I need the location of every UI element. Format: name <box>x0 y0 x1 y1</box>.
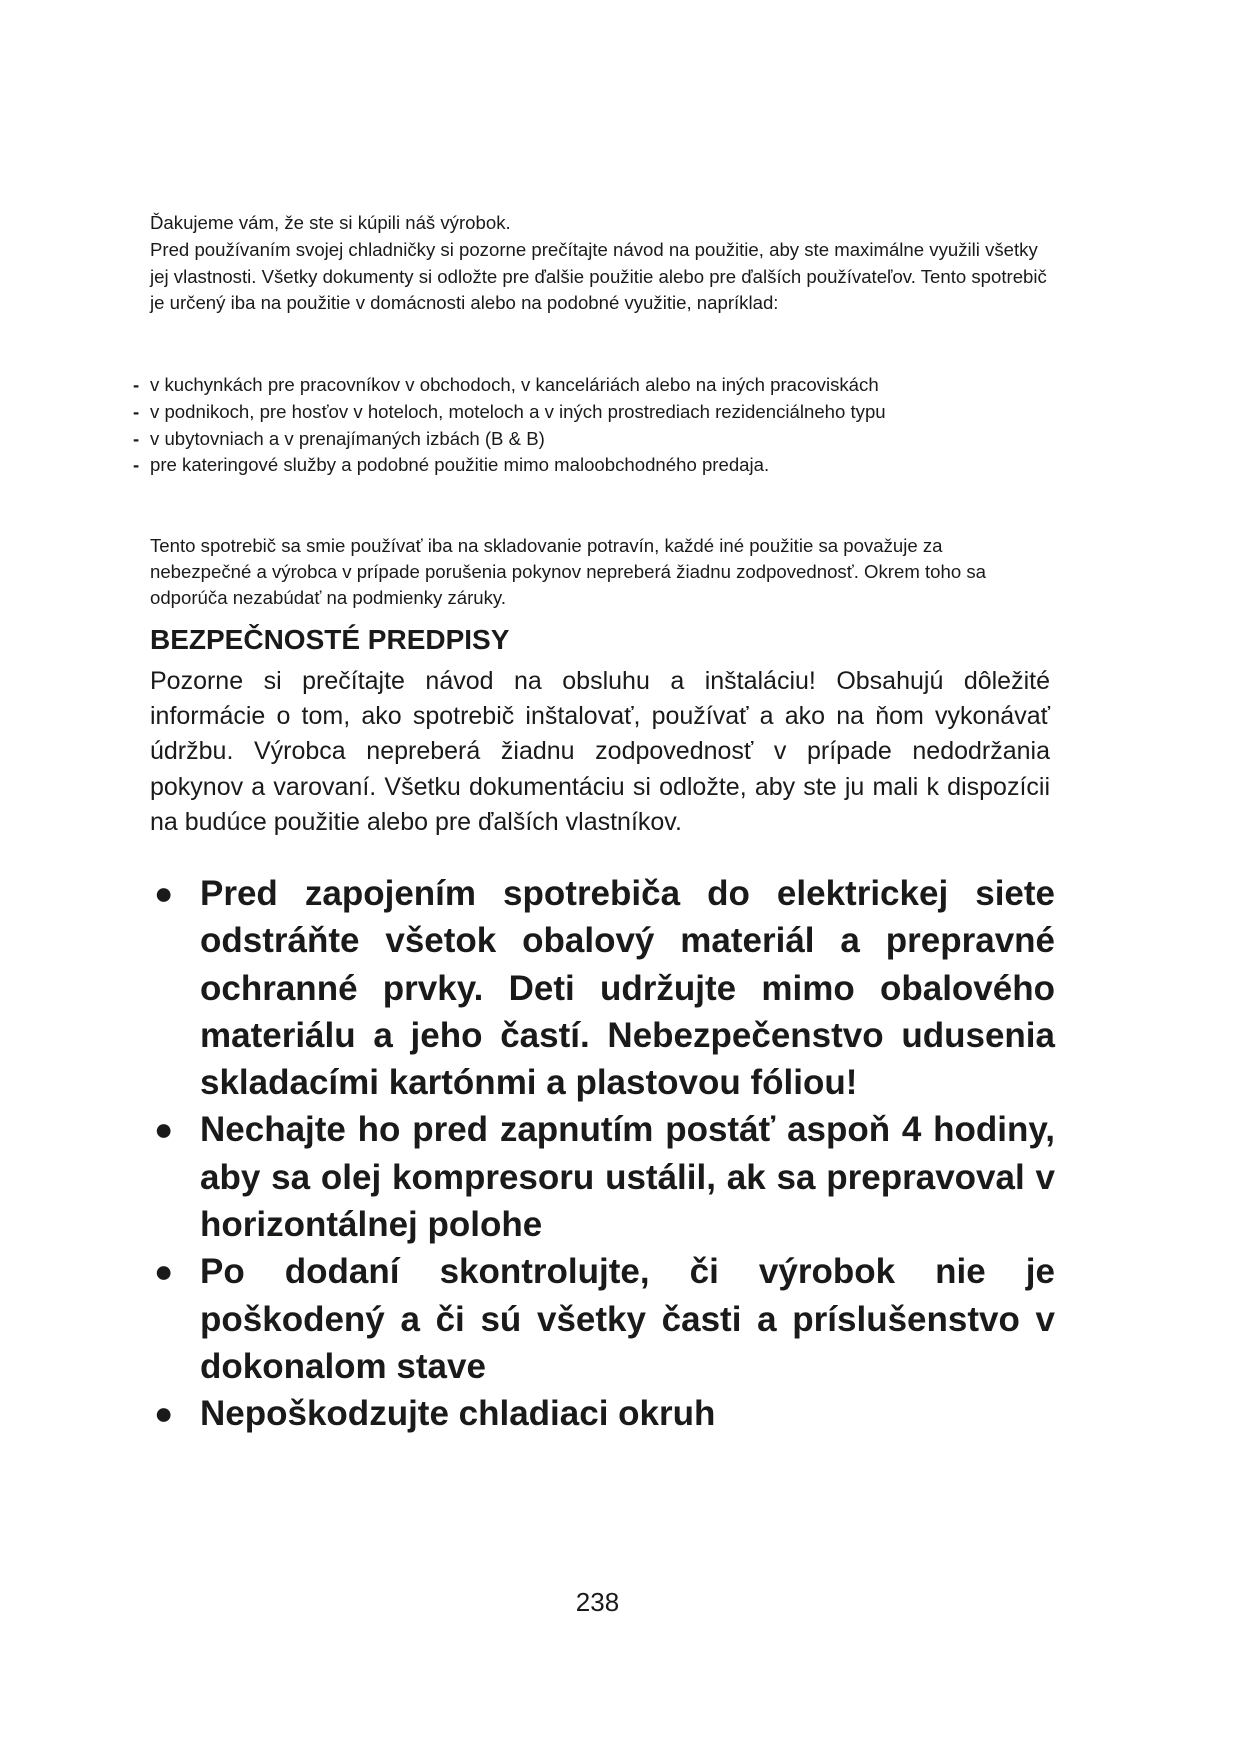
bullet-icon: ● <box>154 1253 174 1290</box>
safety-bullets <box>150 870 1055 1438</box>
list-item: - v kuchynkách pre pracovníkov v obchodoch, v kanceláriách alebo na iných pracoviskách <box>133 372 1093 399</box>
section-title: BEZPEČNOSTÉ PREDPISY <box>150 624 510 655</box>
list-item: ● Pred zapojením spotrebiča do elektrickej siete odstráňte všetok obalový materiál a prepravné ochranné prvky. Deti udržujte mimo obalového materiálu a jeho častí. Nebezpečenstvo udusenia skladacími kartónmi a plastovou fóliou! <box>150 870 1055 1106</box>
usage-list <box>133 372 1093 479</box>
list-item: ● Nechajte ho pred zapnutím postáť aspoň 4 hodiny, aby sa olej kompresoru ustálil, ak sa prepravoval v horizontálnej polohe <box>150 1106 1055 1248</box>
usage-note: Tento spotrebič sa smie používať iba na skladovanie potravín, každé iné použitie sa považuje za nebezpečné a výrobca v prípade porušenia pokynov nepreberá žiadnu zodpovednosť. Okrem toho sa odporúča nezabúdať na podmienky záruky. <box>150 534 986 609</box>
safety-intro: Pozorne si prečítajte návod na obsluhu a inštaláciu! Obsahujú dôležité informácie o tom, ako spotrebič inštalovať, používať a ako na ňom vykonávať údržbu. Výrobca nepreberá žiadnu zodpovednosť v prípade nedodržania pokynov a varovaní. Všetku dokumentáciu si odložte, aby ste ju mali k dispozícii na budúce použitie alebo pre ďalších vlastníkov. <box>150 667 1050 836</box>
intro <box>150 210 1050 317</box>
dash-icon: - <box>133 427 140 449</box>
bullet-icon: ● <box>154 1395 174 1432</box>
list-item: - v ubytovniach a v prenajímaných izbách (B & B) <box>133 426 1093 453</box>
intro-paragraph: Pred používaním svojej chladničky si pozorne prečítajte návod na použitie, aby ste maximálne využili všetky jej vlastnosti. Všetky dokumenty si odložte pre ďalšie použitie alebo pre ďalších používateľov. Tento spotrebič je určený iba na použitie v domácnosti alebo na podobné využitie, napríklad: <box>150 238 1047 314</box>
dash-icon: - <box>133 374 140 395</box>
dash-icon: - <box>133 400 140 422</box>
list-item: ● Nepoškodzujte chladiaci okruh <box>150 1390 1055 1437</box>
thanks-line: Ďakujeme vám, že ste si kúpili náš výrobok. <box>150 212 511 233</box>
page-number: 238 <box>575 1587 620 1617</box>
bullet-icon: ● <box>154 1111 174 1148</box>
dash-icon: - <box>133 454 140 476</box>
bullet-icon: ● <box>154 875 174 911</box>
list-item: - v podnikoch, pre hosťov v hoteloch, moteloch a v iných prostrediach rezidenciálneho typu <box>133 399 1093 426</box>
list-item: ● Po dodaní skontrolujte, či výrobok nie je poškodený a či sú všetky časti a príslušenstvo v dokonalom stave <box>150 1248 1055 1390</box>
list-item: - pre kateringové služby a podobné použitie mimo maloobchodného predaja. <box>133 452 1093 479</box>
